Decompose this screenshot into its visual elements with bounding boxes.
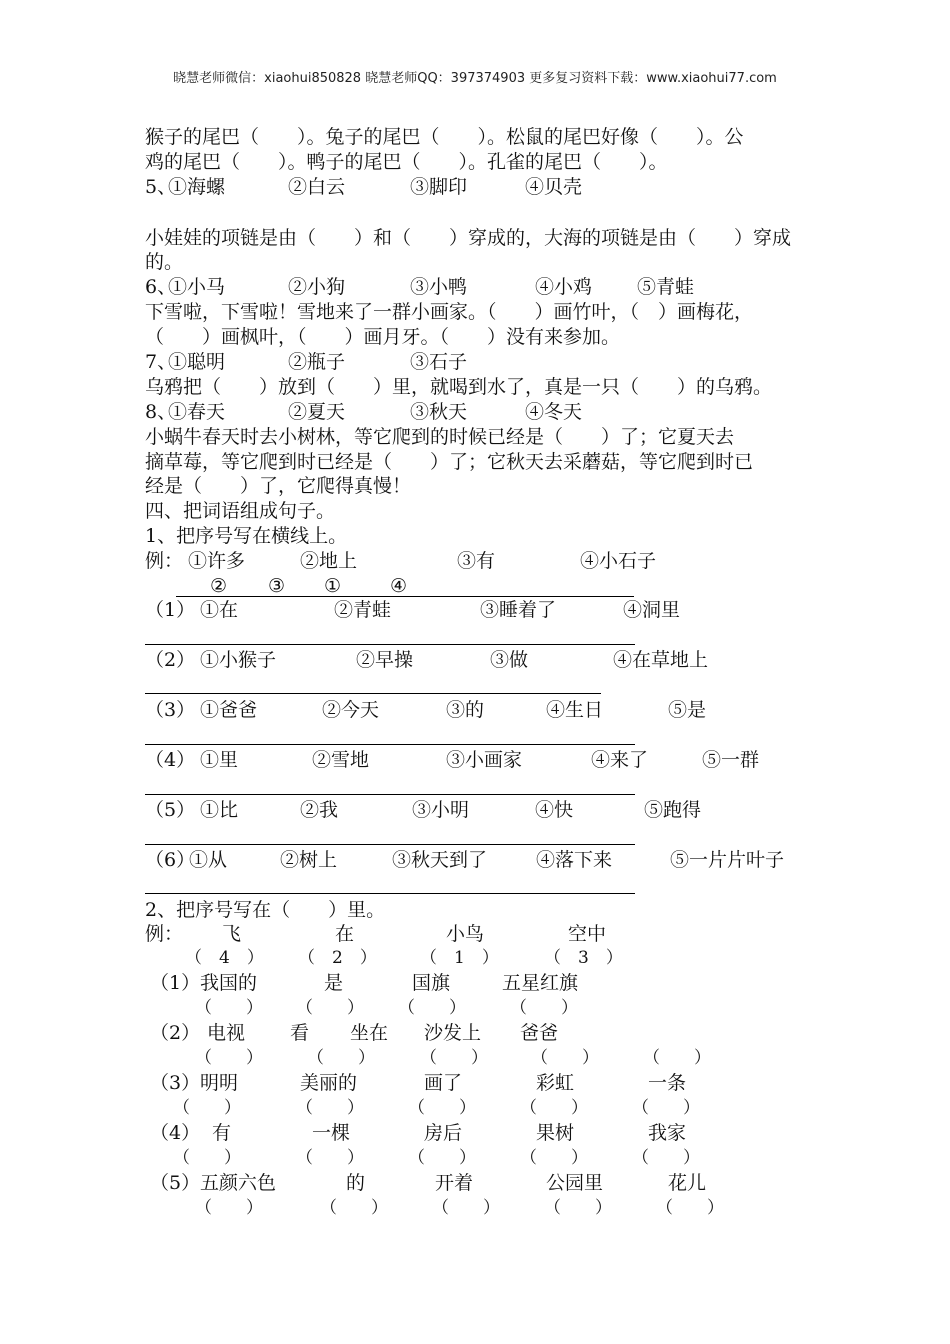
- answer-blank[interactable]: （ ）: [320, 1198, 388, 1218]
- item-word: ③睡着了: [480, 599, 557, 621]
- example-label: 例：: [145, 923, 184, 945]
- answer-blank[interactable]: （ ）: [510, 998, 578, 1018]
- item-word: ③小画家: [446, 749, 523, 771]
- example-answer: ③: [268, 575, 286, 597]
- example-answer: （ 1 ）: [420, 948, 499, 968]
- answer-line[interactable]: [145, 794, 635, 795]
- item-word: ①小猴子: [200, 649, 277, 671]
- item-word: 画了: [424, 1072, 463, 1094]
- item-label: （1）: [150, 972, 201, 994]
- example-answer: （ 2 ）: [298, 948, 377, 968]
- item-word: ④快: [535, 799, 574, 821]
- item-word: ⑤跑得: [644, 799, 702, 821]
- q6-number: 6、: [145, 276, 177, 298]
- answer-blank[interactable]: （ ）: [656, 1198, 724, 1218]
- item-label: （2）: [145, 649, 196, 671]
- answer-blank[interactable]: （ ）: [420, 1048, 488, 1068]
- answer-blank[interactable]: （ ）: [195, 1198, 263, 1218]
- example-word: 在: [335, 923, 355, 945]
- item-word: ②雪地: [312, 749, 370, 771]
- item-word: ⑤是: [668, 699, 707, 721]
- answer-blank[interactable]: （ ）: [398, 998, 466, 1018]
- item-word: ②我: [300, 799, 339, 821]
- example-word: ④小石子: [580, 550, 657, 572]
- item-word: 沙发上: [424, 1022, 482, 1044]
- item-word: 彩虹: [536, 1072, 575, 1094]
- item-word: ①在: [200, 599, 239, 621]
- q5-option: ③脚印: [410, 176, 468, 198]
- item-word: ③做: [490, 649, 529, 671]
- q7-option: ①聪明: [168, 351, 226, 373]
- item-word: 果树: [536, 1122, 575, 1144]
- example-word: ③有: [457, 550, 496, 572]
- example-word: ②地上: [300, 550, 358, 572]
- answer-blank[interactable]: （ ）: [643, 1048, 711, 1068]
- item-label: （3）: [145, 699, 196, 721]
- q6-option: ⑤青蛙: [637, 276, 695, 298]
- item-word: ①比: [200, 799, 239, 821]
- item-word: ②今天: [322, 699, 380, 721]
- item-label: （1）: [145, 599, 196, 621]
- tails-line-1: 猴子的尾巴（ ）。兔子的尾巴（ ）。松鼠的尾巴好像（ ）。公: [145, 126, 744, 148]
- item-word: ④生日: [546, 699, 604, 721]
- item-word: ①里: [200, 749, 239, 771]
- item-word: 我家: [648, 1122, 687, 1144]
- q6-option: ④小鸡: [535, 276, 593, 298]
- item-word: 开着: [435, 1172, 474, 1194]
- tails-line-2: 鸡的尾巴（ ）。鸭子的尾巴（ ）。孔雀的尾巴（ ）。: [145, 151, 668, 173]
- item-word: 我国的: [200, 972, 258, 994]
- item-word: 一棵: [312, 1122, 351, 1144]
- q5-sentence-1: 小娃娃的项链是由（ ）和（ ）穿成的，大海的项链是由（ ）穿成: [145, 227, 792, 249]
- q8-sentence-3: 经是（ ）了，它爬得真慢！: [145, 475, 412, 497]
- q5-option: ①海螺: [168, 176, 226, 198]
- answer-line[interactable]: [145, 693, 601, 694]
- part-1-instruction: 1、把序号写在横线上。: [145, 525, 348, 547]
- item-word: ②青蛙: [334, 599, 392, 621]
- q8-option: ②夏天: [288, 401, 346, 423]
- item-word: 爸爸: [520, 1022, 559, 1044]
- answer-blank[interactable]: （ ）: [307, 1048, 375, 1068]
- q8-sentence-2: 摘草莓，等它爬到时已经是（ ）了；它秋天去采蘑菇，等它爬到时已: [145, 451, 754, 473]
- answer-blank[interactable]: （ ）: [296, 1148, 364, 1168]
- answer-blank[interactable]: （ ）: [520, 1098, 588, 1118]
- item-word: 一条: [648, 1072, 687, 1094]
- q8-sentence-1: 小蜗牛春天时去小树林，等它爬到的时候已经是（ ）了；它夏天去: [145, 426, 735, 448]
- answer-line[interactable]: [145, 744, 635, 745]
- item-word: 国旗: [412, 972, 451, 994]
- part-2-instruction: 2、把序号写在（ ）里。: [145, 899, 386, 921]
- example-word: 飞: [222, 923, 242, 945]
- q5-option: ②白云: [288, 176, 346, 198]
- answer-blank[interactable]: （ ）: [520, 1148, 588, 1168]
- item-label: （6）: [145, 849, 196, 871]
- q8-option: ①春天: [168, 401, 226, 423]
- item-word: 有: [212, 1122, 232, 1144]
- item-word: ④来了: [591, 749, 649, 771]
- item-label: （4）: [150, 1122, 201, 1144]
- q8-number: 8、: [145, 401, 177, 423]
- q5-option: ④贝壳: [525, 176, 583, 198]
- item-word: 美丽的: [300, 1072, 358, 1094]
- item-word: ②早操: [356, 649, 414, 671]
- answer-line[interactable]: [145, 644, 635, 645]
- q6-option: ③小鸭: [410, 276, 468, 298]
- item-label: （4）: [145, 749, 196, 771]
- answer-line[interactable]: [145, 893, 635, 894]
- example-word: ①许多: [188, 550, 246, 572]
- q8-option: ③秋天: [410, 401, 468, 423]
- item-word: ③秋天到了: [392, 849, 488, 871]
- answer-blank[interactable]: （ ）: [296, 1098, 364, 1118]
- q6-option: ①小马: [168, 276, 226, 298]
- item-word: ①从: [189, 849, 228, 871]
- item-word: ⑤一片片叶子: [670, 849, 785, 871]
- answer-line[interactable]: [145, 844, 635, 845]
- item-label: （5）: [145, 799, 196, 821]
- example-answer-line: [176, 596, 634, 597]
- answer-blank[interactable]: （ ）: [173, 1148, 241, 1168]
- q6-sentence-1: 下雪啦，下雪啦！雪地来了一群小画家。（ ）画竹叶，（ ）画梅花，: [145, 301, 754, 323]
- q8-option: ④冬天: [525, 401, 583, 423]
- item-word: 房后: [424, 1122, 463, 1144]
- answer-blank[interactable]: （ ）: [544, 1198, 612, 1218]
- q7-number: 7、: [145, 351, 177, 373]
- item-label: （2）: [150, 1022, 201, 1044]
- item-word: 五星红旗: [502, 972, 579, 994]
- item-word: ①爸爸: [200, 699, 258, 721]
- item-word: ④洞里: [623, 599, 681, 621]
- answer-blank[interactable]: （ ）: [195, 998, 263, 1018]
- q6-option: ②小狗: [288, 276, 346, 298]
- q7-sentence: 乌鸦把（ ）放到（ ）里，就喝到水了，真是一只（ ）的乌鸦。: [145, 376, 773, 398]
- answer-blank[interactable]: （ ）: [632, 1148, 700, 1168]
- item-word: ⑤一群: [702, 749, 760, 771]
- q5-number: 5、: [145, 176, 177, 198]
- item-word: 电视: [207, 1022, 246, 1044]
- q5-sentence-2: 的。: [145, 251, 184, 273]
- item-word: 明明: [200, 1072, 239, 1094]
- example-label: 例：: [145, 550, 184, 572]
- example-answer: （ 3 ）: [544, 948, 623, 968]
- answer-blank[interactable]: （ ）: [432, 1198, 500, 1218]
- item-label: （3）: [150, 1072, 201, 1094]
- item-word: 是: [324, 972, 344, 994]
- item-word: 看: [290, 1022, 310, 1044]
- answer-blank[interactable]: （ ）: [296, 998, 364, 1018]
- example-answer: （ 4 ）: [185, 948, 264, 968]
- item-word: 花儿: [668, 1172, 707, 1194]
- example-answer: ①: [324, 575, 342, 597]
- answer-blank[interactable]: （ ）: [531, 1048, 599, 1068]
- q7-option: ③石子: [410, 351, 468, 373]
- item-word: 坐在: [350, 1022, 389, 1044]
- item-word: ④在草地上: [613, 649, 709, 671]
- example-word: 空中: [568, 923, 607, 945]
- page-header: 晓慧老师微信：xiaohui850828 晓慧老师QQ：397374903 更多复习资料下载：www.xiaohui77.com: [173, 71, 777, 86]
- example-answer: ②: [210, 575, 228, 597]
- item-word: ④落下来: [536, 849, 613, 871]
- example-word: 小鸟: [446, 923, 485, 945]
- item-word: ②树上: [280, 849, 338, 871]
- section-4-title: 四、把词语组成句子。: [145, 500, 336, 522]
- item-word: 五颜六色: [200, 1172, 277, 1194]
- item-label: （5）: [150, 1172, 201, 1194]
- answer-blank[interactable]: （ ）: [632, 1098, 700, 1118]
- answer-blank[interactable]: （ ）: [408, 1098, 476, 1118]
- example-answer: ④: [390, 575, 408, 597]
- q7-option: ②瓶子: [288, 351, 346, 373]
- answer-blank[interactable]: （ ）: [408, 1148, 476, 1168]
- q6-sentence-2: （ ）画枫叶，（ ）画月牙。（ ）没有来参加。: [145, 326, 621, 348]
- item-word: ③的: [446, 699, 485, 721]
- item-word: 的: [346, 1172, 366, 1194]
- answer-blank[interactable]: （ ）: [173, 1098, 241, 1118]
- item-word: ③小明: [412, 799, 470, 821]
- answer-blank[interactable]: （ ）: [195, 1048, 263, 1068]
- item-word: 公园里: [546, 1172, 604, 1194]
